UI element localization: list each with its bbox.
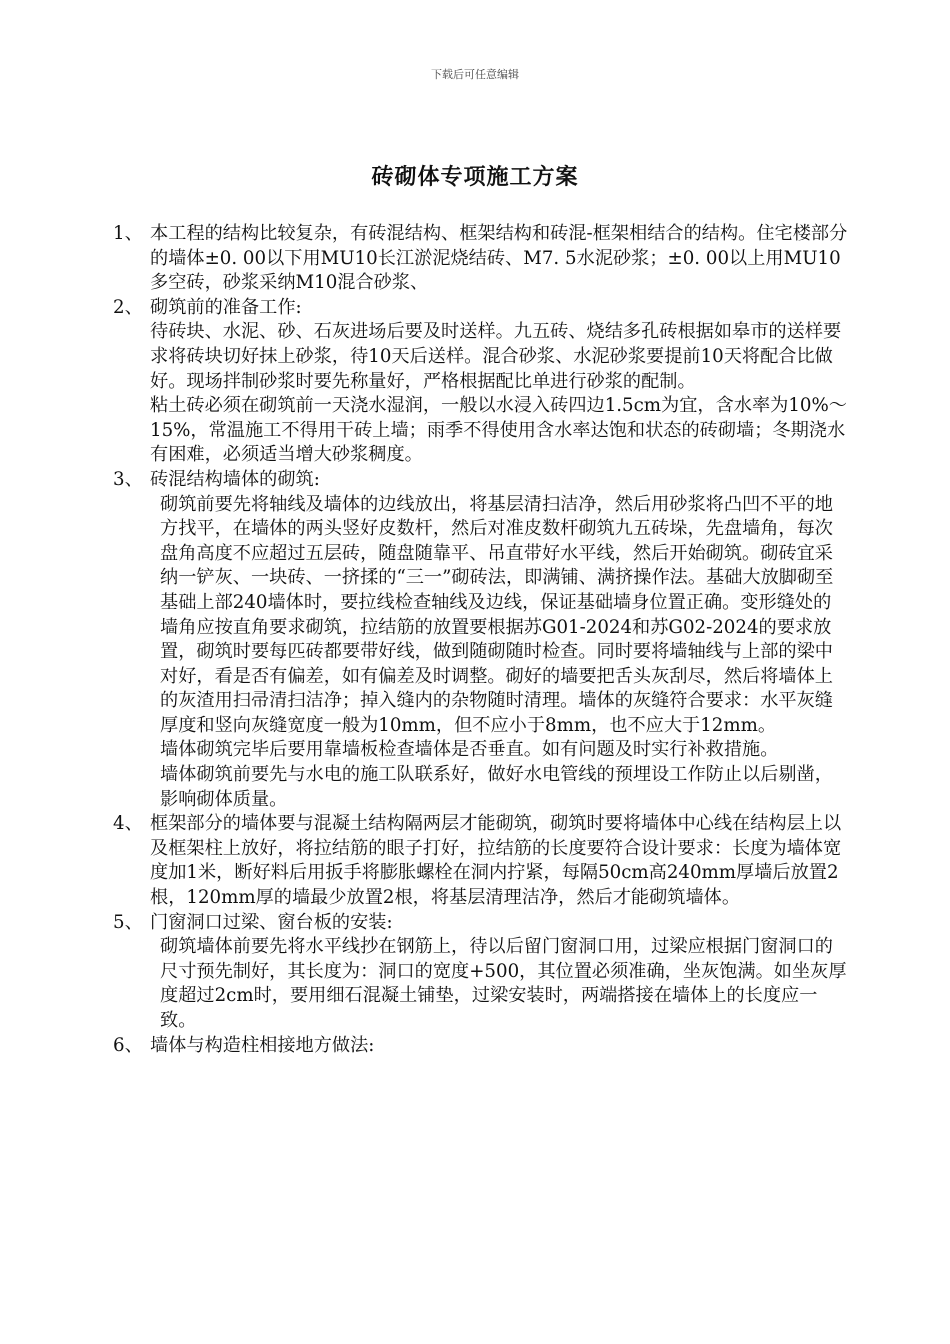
section-1	[113, 222, 848, 296]
section-number: 4、	[113, 813, 143, 835]
paragraph: 砌筑前要先将轴线及墙体的边线放出，将基层清扫洁净，然后用砂浆将凸凹不平的地方找平，在墙体的两头竖好皮数杆，然后对准皮数杆砌筑九五砖垛，先盘墙角，每次盘角高度不应超过五层砖，随盘随靠平、吊直带好水平线，然后开始砌筑。砌砖宜采纳一铲灰、一块砖、一挤揉的“三一”砌砖法，即满铺、满挤操作法。基础大放脚砌至基础上部240墙体时，要拉线检查轴线及边线，保证基础墙身位置正确。变形缝处的墙角应按直角要求砌筑，拉结筋的放置要根据苏G01-2024和苏G02-2024的要求放置，砌筑时要每匹砖都要带好线，做到随砌随时检查。同时要将墙轴线与上部的梁中对好，看是否有偏差，如有偏差及时调整。砌好的墙要把舌头灰刮尽，然后将墙体上的灰渣用扫帚清扫洁净；掉入缝内的杂物随时清理。墙体的灰缝符合要求：水平灰缝厚度和竖向灰缝宽度一般为10mm，但不应小于8mm，也不应大于12mm。	[160, 493, 834, 736]
section-4	[113, 812, 848, 910]
section-number: 2、	[113, 296, 143, 318]
section-number: 3、	[113, 468, 143, 490]
section-heading-text: 本工程的结构比较复杂，有砖混结构、框架结构和砖混-框架相结合的结构。住宅楼部分的墙体±0. 00以下用MU10长江淤泥烧结砖、M7. 5水泥砂浆；±0. 00以上用MU10多空砖，砂浆采纳M10混合砂浆、	[150, 223, 848, 294]
section-number: 5、	[113, 911, 143, 933]
paragraph: 墙体砌筑前要先与水电的施工队联系好，做好水电管线的预埋设工作防止以后剔凿，影响砌体质量。	[160, 764, 833, 810]
section-6	[113, 1034, 848, 1059]
section-5	[113, 911, 848, 1034]
paragraph: 粘土砖必须在砌筑前一天浇水湿润，一般以水浸入砖四边1.5cm为宜，含水率为10%～15%，常温施工不得用干砖上墙；雨季不得使用含水率达饱和状态的砖砌墙；冬期浇水有困难，必须适当增大砂浆稠度。	[150, 395, 847, 466]
section-2	[113, 296, 848, 468]
section-heading-text: 框架部分的墙体要与混凝土结构隔两层才能砌筑，砌筑时要将墙体中心线在结构层上以及框架柱上放好，将拉结筋的眼子打好，拉结筋的长度要符合设计要求：长度为墙体宽度加1米，断好料后用扳手将膨胀螺栓在洞内拧紧，每隔50cm高240mm厚墙后放置2根，120mm厚的墙最少放置2根，将基层清理洁净，然后才能砌筑墙体。	[150, 813, 842, 909]
document-body	[113, 222, 848, 1058]
paragraph: 墙体砌筑完毕后要用靠墙板检查墙体是否垂直。如有问题及时实行补救措施。	[160, 739, 779, 761]
section-number: 1、	[113, 223, 143, 244]
section-heading-text: 墙体与构造柱相接地方做法:	[150, 1034, 375, 1056]
section-heading	[113, 1034, 848, 1059]
page-title: 砖砌体专项施工方案	[371, 164, 579, 190]
section-heading	[113, 911, 848, 936]
section-heading	[113, 468, 848, 493]
section-number: 6、	[113, 1034, 143, 1056]
section-heading	[113, 812, 848, 910]
paragraph: 砌筑墙体前要先将水平线抄在钢筋上，待以后留门窗洞口用，过梁应根据门窗洞口的尺寸预先制好，其长度为：洞口的宽度+500，其位置必须准确，坐灰饱满。如坐灰厚度超过2cm时，要用细石混凝土铺垫，过梁安装时，两端搭接在墙体上的长度应一致。	[160, 936, 847, 1031]
section-heading	[113, 222, 848, 296]
paragraph: 待砖块、水泥、砂、石灰进场后要及时送样。九五砖、烧结多孔砖根据如皋市的送样要求将砖块切好抹上砂浆，待10天后送样。混合砂浆、水泥砂浆要提前10天将配合比做好。现场拌制砂浆时要先称量好，严格根据配比单进行砂浆的配制。	[150, 321, 842, 392]
section-heading-text: 砌筑前的准备工作:	[150, 296, 302, 318]
section-heading	[113, 296, 848, 321]
section-heading-text: 砖混结构墙体的砌筑:	[150, 468, 320, 490]
header-note: 下载后可任意编辑	[431, 68, 519, 81]
section-heading-text: 门窗洞口过梁、窗台板的安装:	[150, 911, 393, 933]
section-3	[113, 468, 848, 812]
